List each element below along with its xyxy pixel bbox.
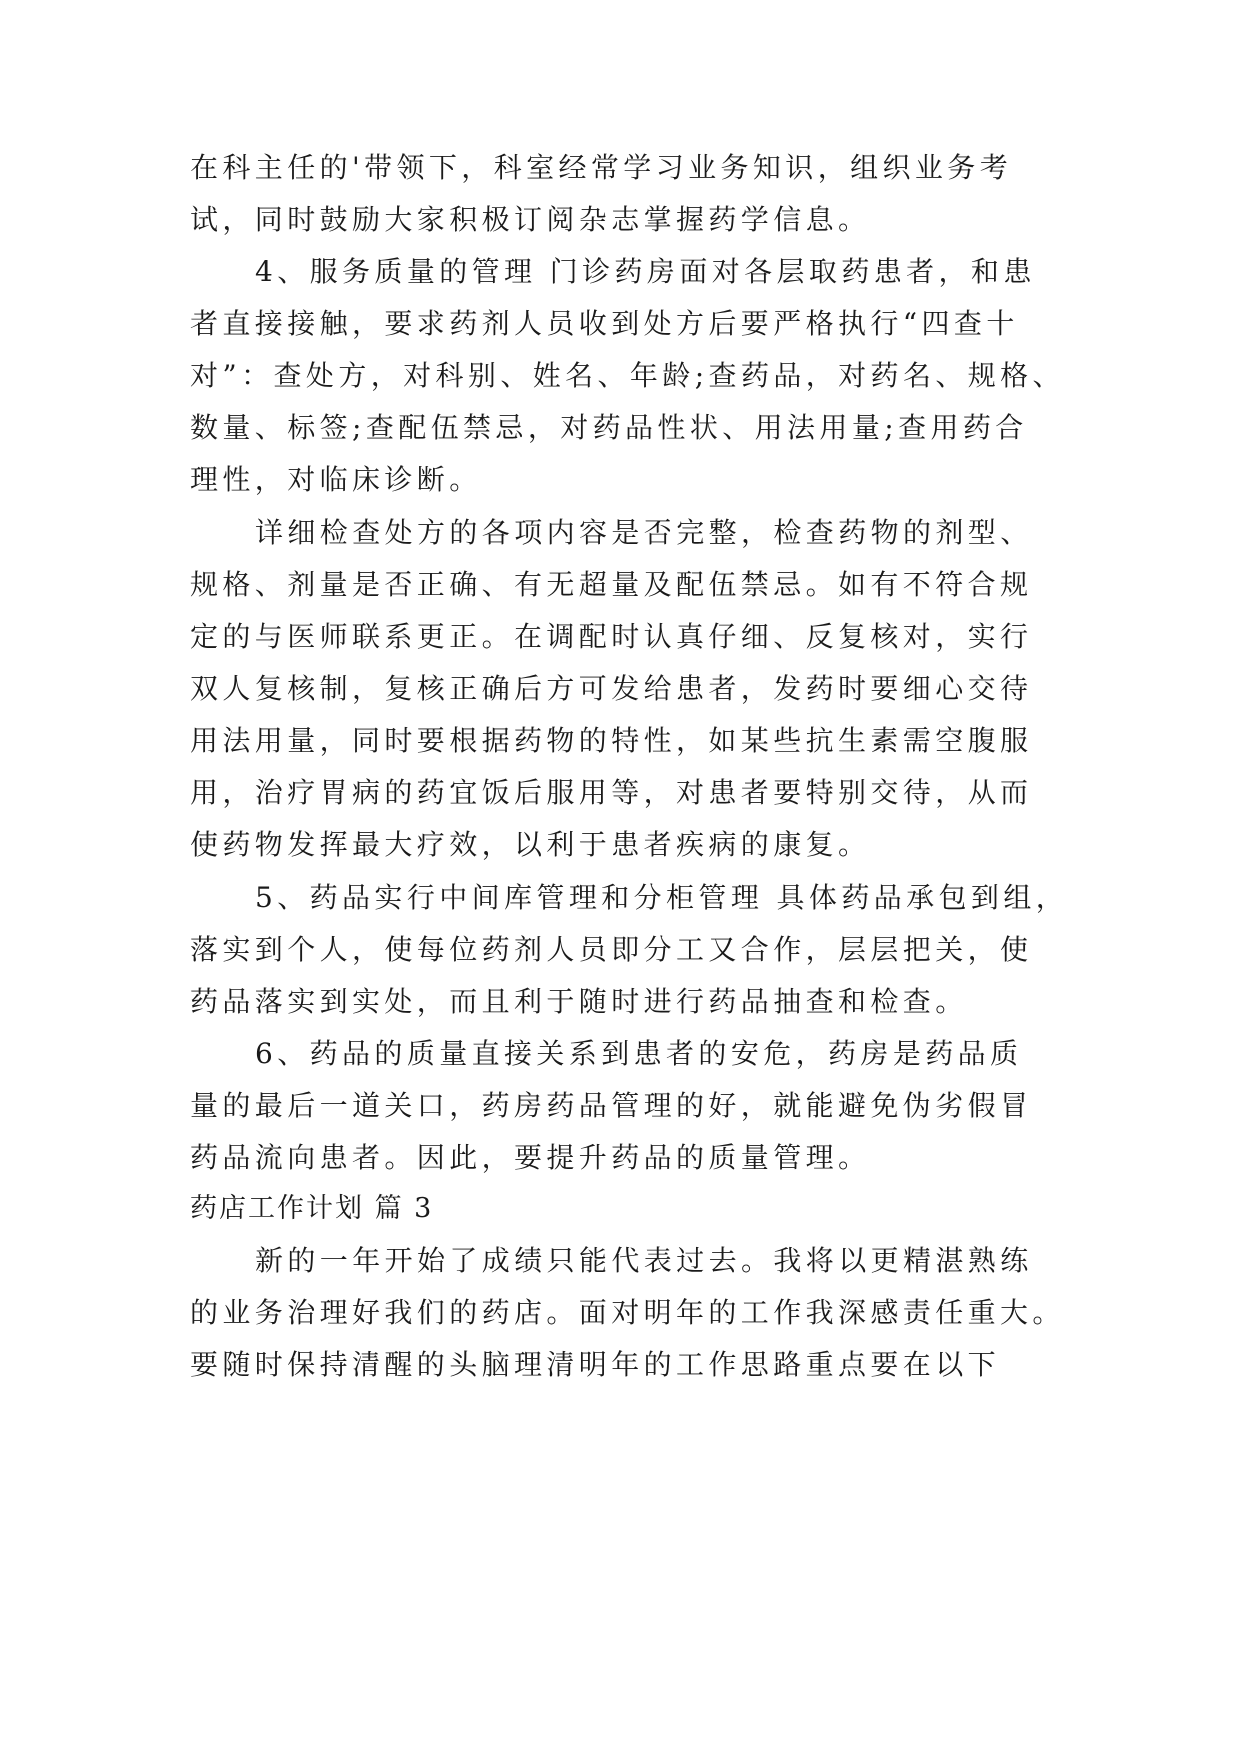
text-line: 药品落实到实处，而且利于随时进行药品抽查和检查。	[190, 985, 968, 1018]
text-line: 使药物发挥最大疗效，以利于患者疾病的康复。	[190, 828, 871, 861]
paragraph-6-start: 6、药品的质量直接关系到患者的安危，药房是药品质	[255, 1037, 1023, 1070]
text-line: 要随时保持清醒的头脑理清明年的工作思路重点要在以下	[190, 1348, 1001, 1381]
text-line: 双人复核制，复核正确后方可发给患者，发药时要细心交待	[190, 672, 1033, 705]
text-line: 理性，对临床诊断。	[190, 463, 482, 496]
section-heading: 药店工作计划 篇 3	[190, 1193, 434, 1224]
text-line: 试，同时鼓励大家积极订阅杂志掌握药学信息。	[190, 203, 871, 236]
text-line: 对”：查处方，对科别、姓名、年龄;查药品，对药名、规格、	[190, 359, 1065, 392]
text-line: 用，治疗胃病的药宜饭后服用等，对患者要特别交待，从而	[190, 776, 1033, 809]
text-line: 落实到个人，使每位药剂人员即分工又合作，层层把关，使	[190, 933, 1033, 966]
paragraph-4-start: 4、服务质量的管理 门诊药房面对各层取药患者，和患	[255, 255, 1036, 288]
paragraph-detail-start: 详细检查处方的各项内容是否完整，检查药物的剂型、	[255, 516, 1033, 549]
text-line: 用法用量，同时要根据药物的特性，如某些抗生素需空腹服	[190, 724, 1033, 757]
text-line: 定的与医师联系更正。在调配时认真仔细、反复核对，实行	[190, 620, 1033, 653]
text-line: 数量、标签;查配伍禁忌，对药品性状、用法用量;查用药合	[190, 411, 1028, 444]
paragraph-5-start: 5、药品实行中间库管理和分柜管理 具体药品承包到组，	[255, 881, 1069, 914]
text-line: 的业务治理好我们的药店。面对明年的工作我深感责任重大。	[190, 1296, 1065, 1329]
text-line: 者直接接触，要求药剂人员收到处方后要严格执行“四查十	[190, 307, 1019, 340]
text-line: 药品流向患者。因此，要提升药品的质量管理。	[190, 1141, 871, 1174]
text-line: 在科主任的'带领下，科室经常学习业务知识，组织业务考	[190, 151, 1013, 184]
text-line: 量的最后一道关口，药房药品管理的好，就能避免伪劣假冒	[190, 1089, 1033, 1122]
text-line: 规格、剂量是否正确、有无超量及配伍禁忌。如有不符合规	[190, 568, 1033, 601]
paragraph-3-start: 新的一年开始了成绩只能代表过去。我将以更精湛熟练	[255, 1244, 1033, 1277]
